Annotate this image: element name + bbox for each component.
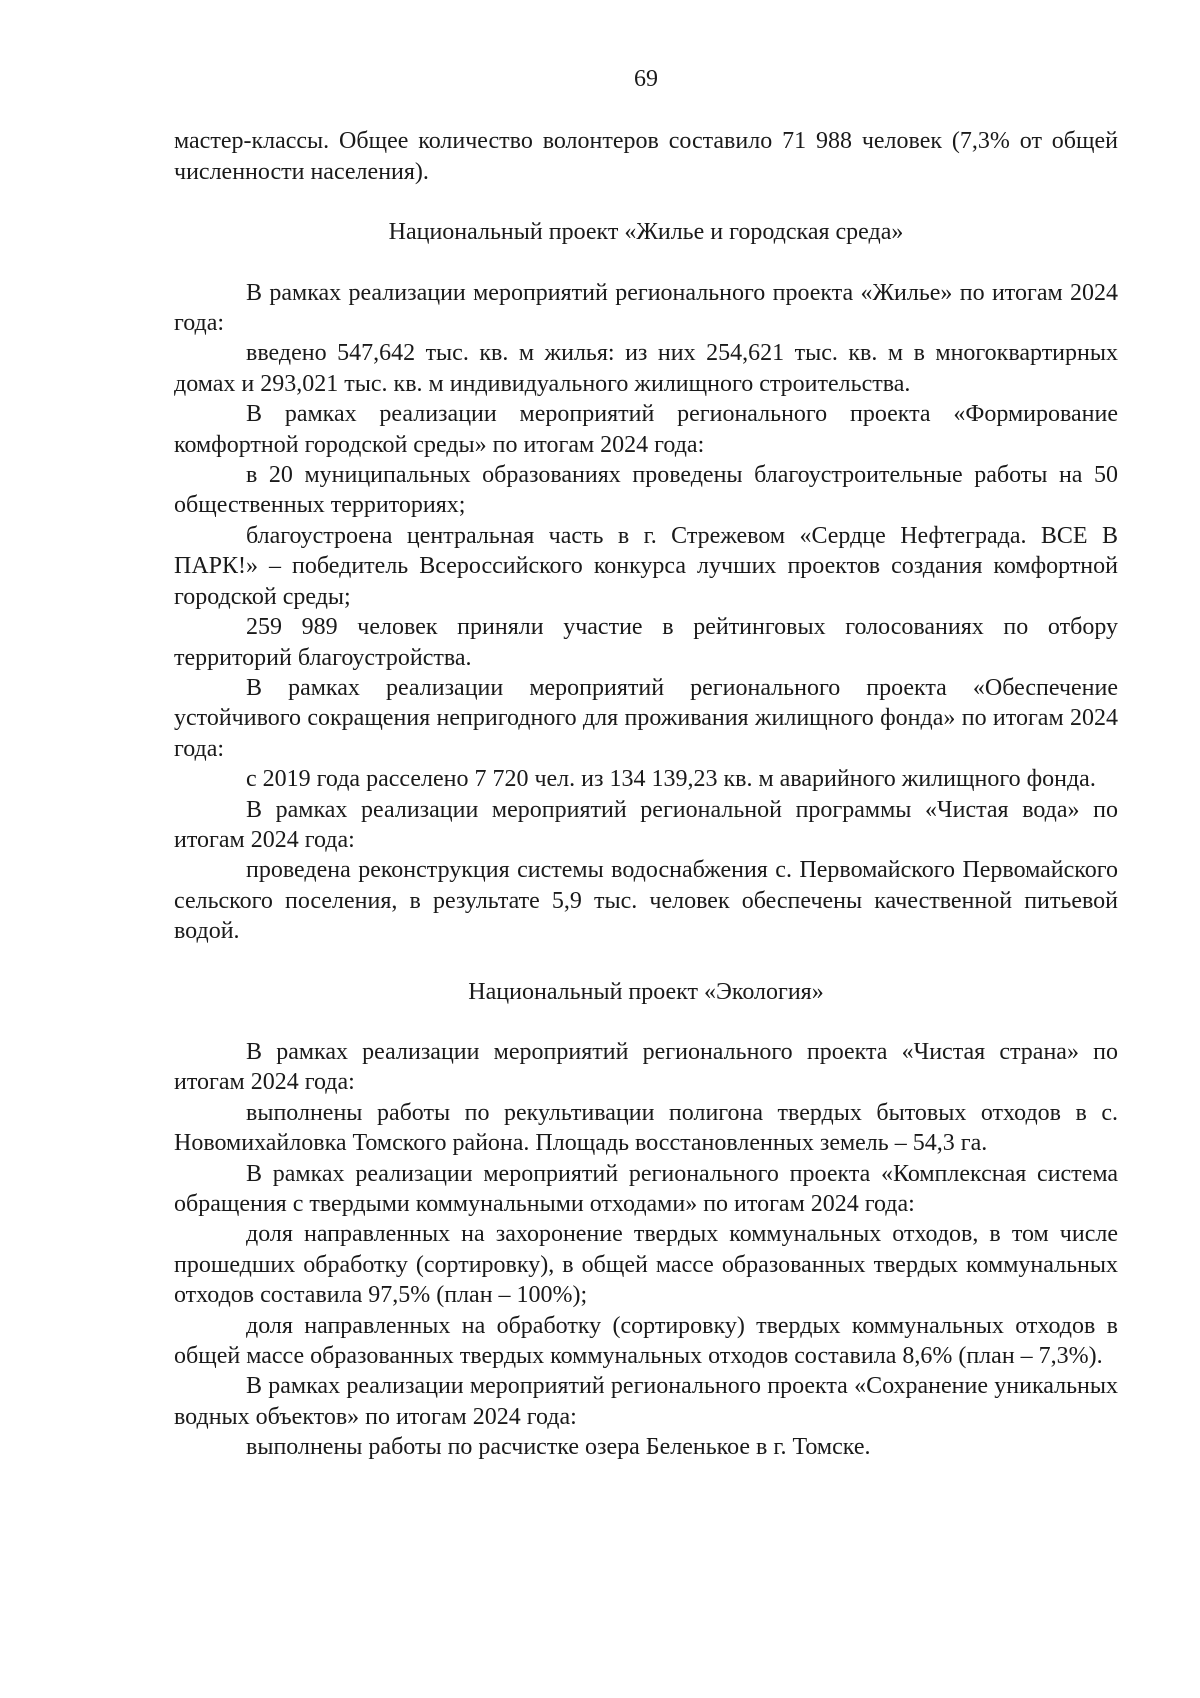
paragraph: В рамках реализации мероприятий региональной программы «Чистая вода» по итогам 2024 года: <box>174 796 1118 853</box>
paragraph: В рамках реализации мероприятий регионального проекта «Формирование комфортной городской среды» по итогам 2024 года: <box>174 401 1118 458</box>
paragraph: В рамках реализации мероприятий регионального проекта «Комплексная система обращения с твердыми коммунальными отходами» по итогам 2024 года: <box>174 1160 1118 1217</box>
page-number: 69 <box>634 66 658 92</box>
paragraph: выполнены работы по расчистке озера Беленькое в г. Томске. <box>246 1434 871 1461</box>
paragraph: мастер-классы. Общее количество волонтеров составило 71 988 человек (7,3% от общей численности населения). <box>174 128 1118 185</box>
document-page <box>174 64 1118 1463</box>
paragraph: доля направленных на захоронение твердых коммунальных отходов, в том числе прошедших обработку (сортировку), в общей массе образованных твердых коммунальных отходов составила 97,5% (план – 100%); <box>174 1221 1118 1309</box>
paragraph: проведена реконструкция системы водоснабжения с. Первомайского Первомайского сельского поселения, в результате 5,9 тыс. человек обеспечены качественной питьевой водой. <box>174 857 1118 945</box>
paragraph: 259 989 человек приняли участие в рейтинговых голосованиях по отбору территорий благоустройства. <box>174 614 1118 671</box>
paragraph: В рамках реализации мероприятий регионального проекта «Жилье» по итогам 2024 года: <box>174 279 1118 337</box>
paragraph: введено 547,642 тыс. кв. м жилья: из них 254,621 тыс. кв. м в многоквартирных домах и 293,021 тыс. кв. м индивидуального жилищного строительства. <box>174 340 1118 397</box>
paragraph: В рамках реализации мероприятий регионального проекта «Сохранение уникальных водных объектов» по итогам 2024 года: <box>174 1373 1118 1430</box>
paragraph: в 20 муниципальных образованиях проведены благоустроительные работы на 50 общественных территориях; <box>174 462 1118 519</box>
paragraph: благоустроена центральная часть в г. Стрежевом «Сердце Нефтеграда. ВСЕ В ПАРК!» – победитель Всероссийского конкурса лучших проектов создания комфортной городской среды; <box>174 522 1118 610</box>
section-heading: Национальный проект «Жилье и городская среда» <box>388 219 904 246</box>
paragraph: В рамках реализации мероприятий регионального проекта «Чистая страна» по итогам 2024 года: <box>174 1038 1118 1096</box>
paragraph: выполнены работы по рекультивации полигона твердых бытовых отходов в с. Новомихайловка Томского района. Площадь восстановленных земель – 54,3 га. <box>174 1099 1118 1157</box>
paragraph: В рамках реализации мероприятий регионального проекта «Обеспечение устойчивого сокращения непригодного для проживания жилищного фонда» по итогам 2024 года: <box>174 674 1118 762</box>
paragraph: доля направленных на обработку (сортировку) твердых коммунальных отходов в общей массе образованных твердых коммунальных отходов составила 8,6% (план – 7,3%). <box>174 1312 1118 1370</box>
section-heading: Национальный проект «Экология» <box>468 978 824 1005</box>
paragraph: с 2019 года расселено 7 720 чел. из 134 139,23 кв. м аварийного жилищного фонда. <box>246 766 1096 793</box>
